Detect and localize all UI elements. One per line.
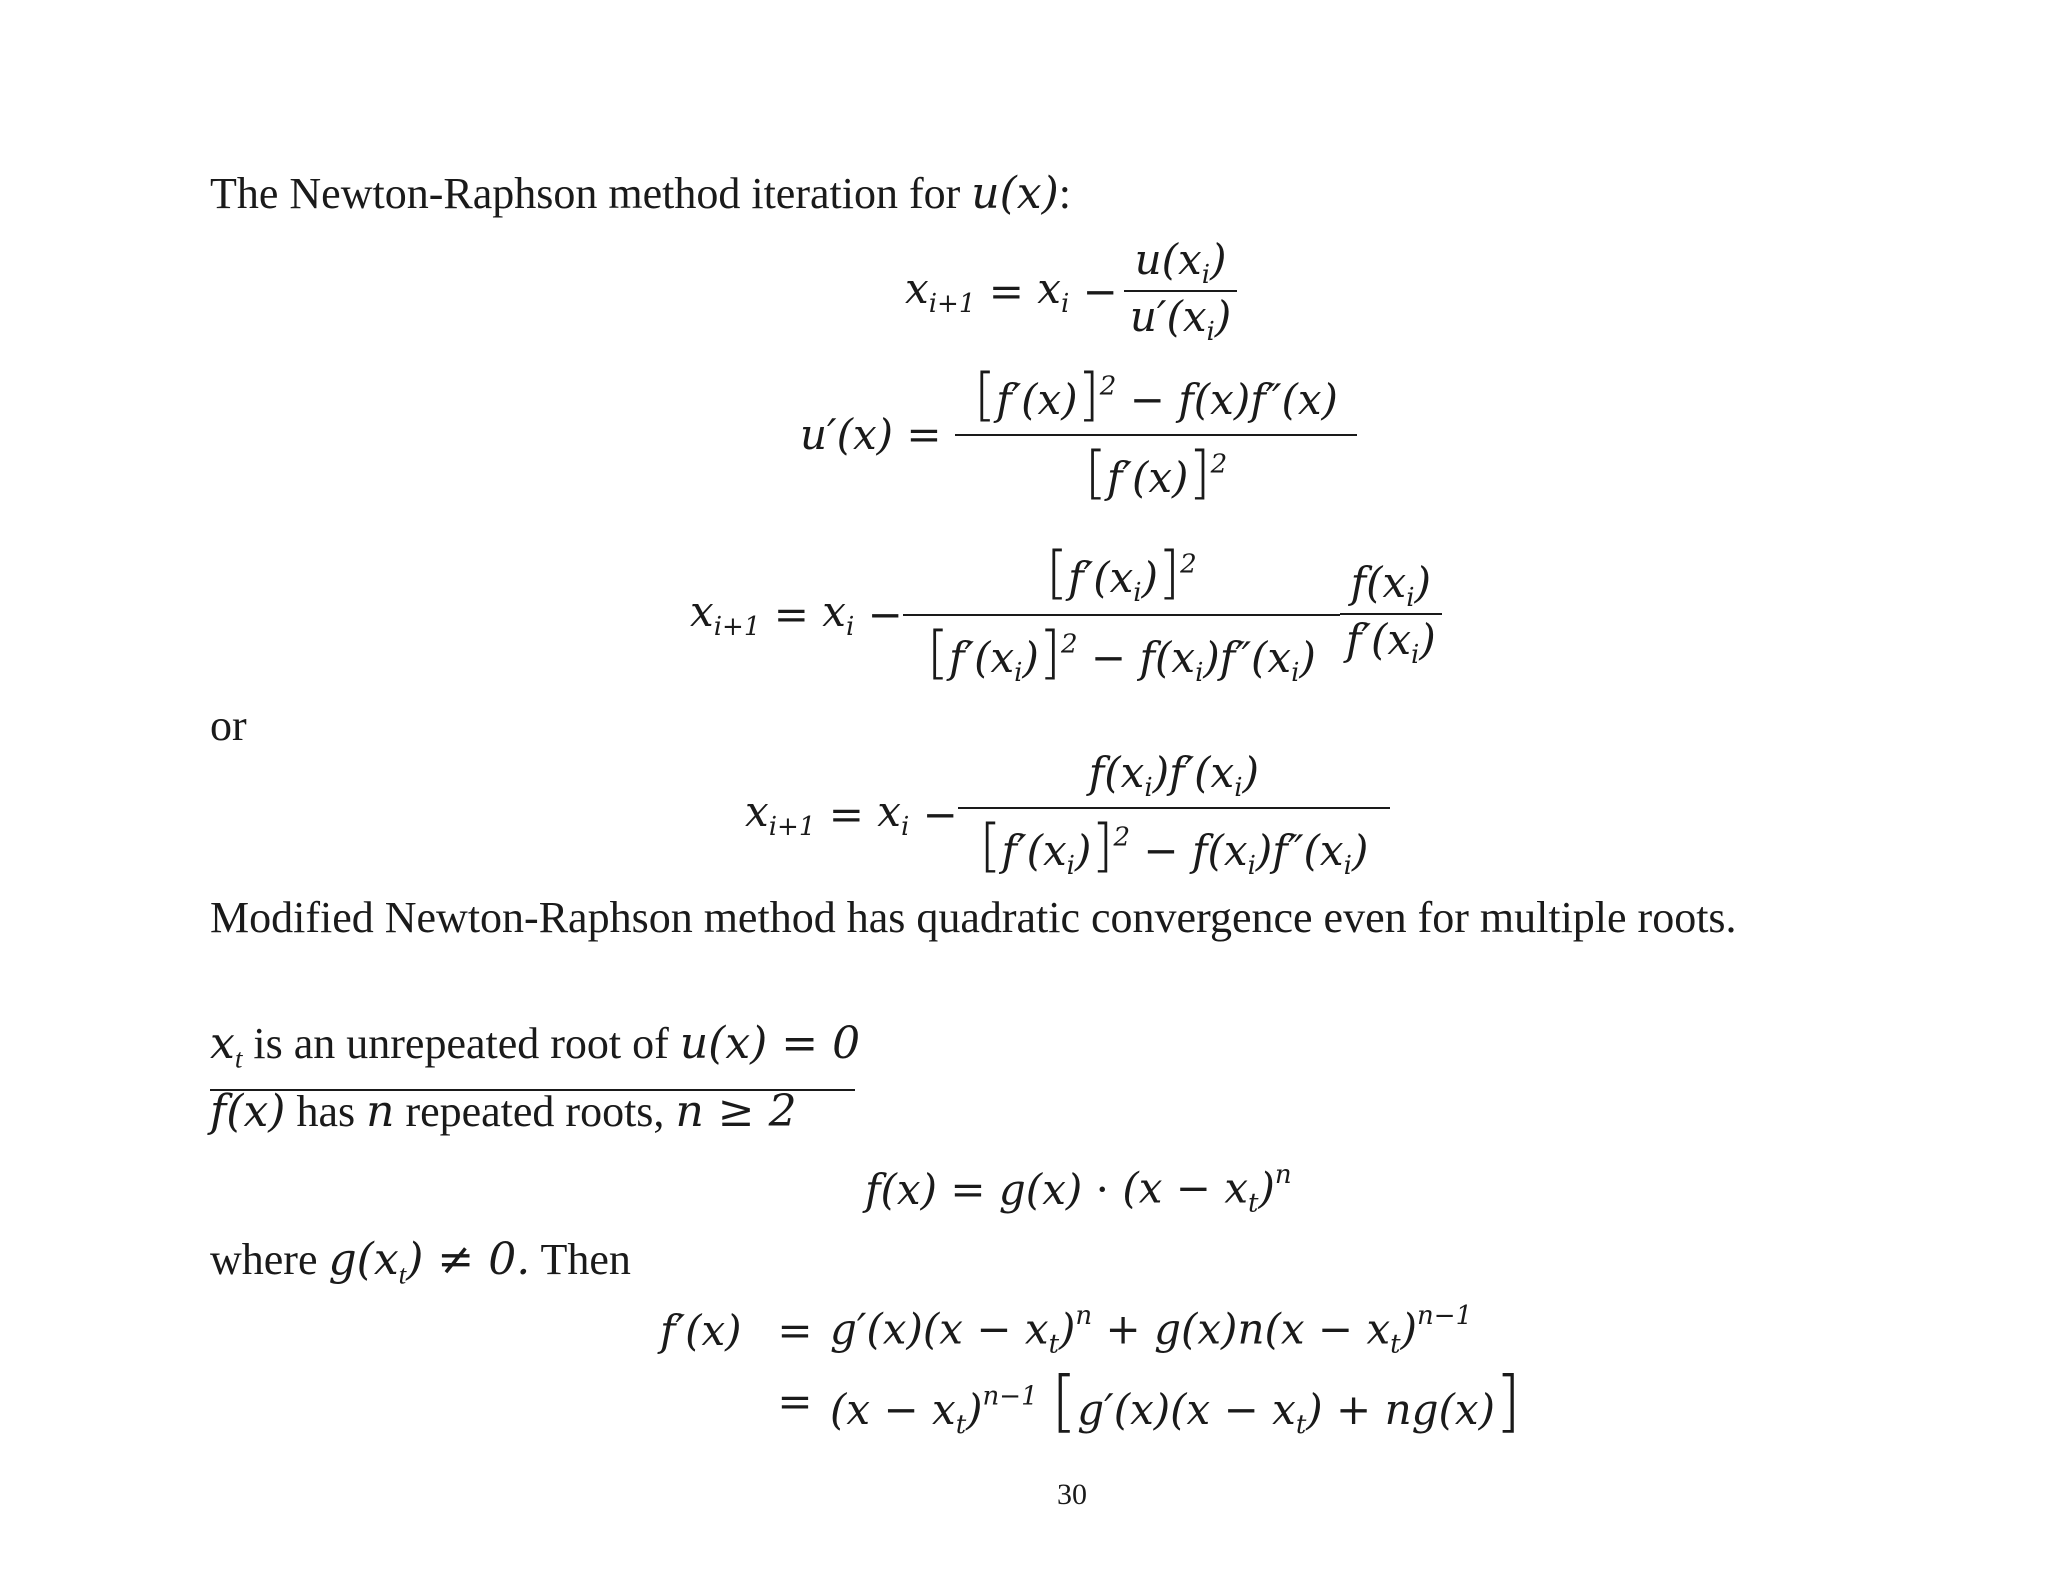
- root-line-2-n: n: [366, 1086, 395, 1137]
- root-line-1: [210, 1018, 861, 1091]
- root-line-2: [210, 1086, 797, 1138]
- where-math: g(x: [328, 1234, 399, 1285]
- root-line-2-math: f(x): [210, 1086, 286, 1137]
- where-line: [210, 1234, 631, 1301]
- root-line-2-text-a: has: [296, 1087, 356, 1136]
- root-line-1-text: is an unrepeated root of: [253, 1019, 669, 1068]
- intro-colon: :: [1058, 169, 1071, 218]
- root-line-1-math: x: [210, 1018, 235, 1069]
- where-text: where: [210, 1235, 318, 1284]
- equation-nr-iteration: $x_{i+1}$ = $x_i$ − $\frac{u(x_i)}{u'(x_i)}$: [905, 235, 1243, 347]
- where-math-end: ) ≠ 0.: [406, 1234, 531, 1285]
- then-text: Then: [540, 1235, 631, 1284]
- root-line-1-eq: u(x) = 0: [679, 1018, 861, 1069]
- intro-math: u(x): [971, 168, 1059, 219]
- intro-line: [210, 168, 1071, 220]
- equation-f-prime-derivation: f′(x) = $g'(x)(x - x_t)^n + g(x)n(x - x_t)^{n-1}$ = $(x - x_t)^{n-1}$ $[g'(x)(x - x_t) + ng(x)]$: [660, 1300, 1522, 1441]
- equation-modified-nr-expanded: $x_{i+1}$ = $x_i$ − $\frac{[f'(x_i)]^2}{[f'(x_i)]^2 - f(x_i)f''(x_i)}$ $\frac{f(x_i)}{f'(x_i)}$: [690, 540, 1448, 688]
- modified-nr-statement: [210, 892, 1737, 944]
- root-line-1-sub: t: [234, 1043, 243, 1074]
- where-sub: t: [398, 1259, 407, 1290]
- page-number: 30: [1057, 1478, 1087, 1511]
- equation-f-factorization: f(x) = g(x) · $(x - x_t)^n$: [865, 1160, 1292, 1219]
- intro-text: The Newton-Raphson method iteration for: [210, 169, 961, 218]
- or-text: or: [210, 701, 247, 750]
- equation-u-prime: u′(x) = $\frac{[f'(x)]^2 - f(x)f''(x)}{[f'(x)]^2}$: [800, 362, 1357, 506]
- modified-text: Modified Newton-Raphson method has quadratic convergence even for multiple roots.: [210, 893, 1737, 942]
- root-line-2-text-b: repeated roots,: [405, 1087, 665, 1136]
- equation-modified-nr-final: $x_{i+1}$ = $x_i$ − $\frac{f(x_i)f'(x_i)}{[f'(x_i)]^2 - f(x_i)f''(x_i)}$: [745, 748, 1390, 881]
- or-line: [210, 700, 247, 752]
- root-line-2-cond: n ≥ 2: [675, 1086, 797, 1137]
